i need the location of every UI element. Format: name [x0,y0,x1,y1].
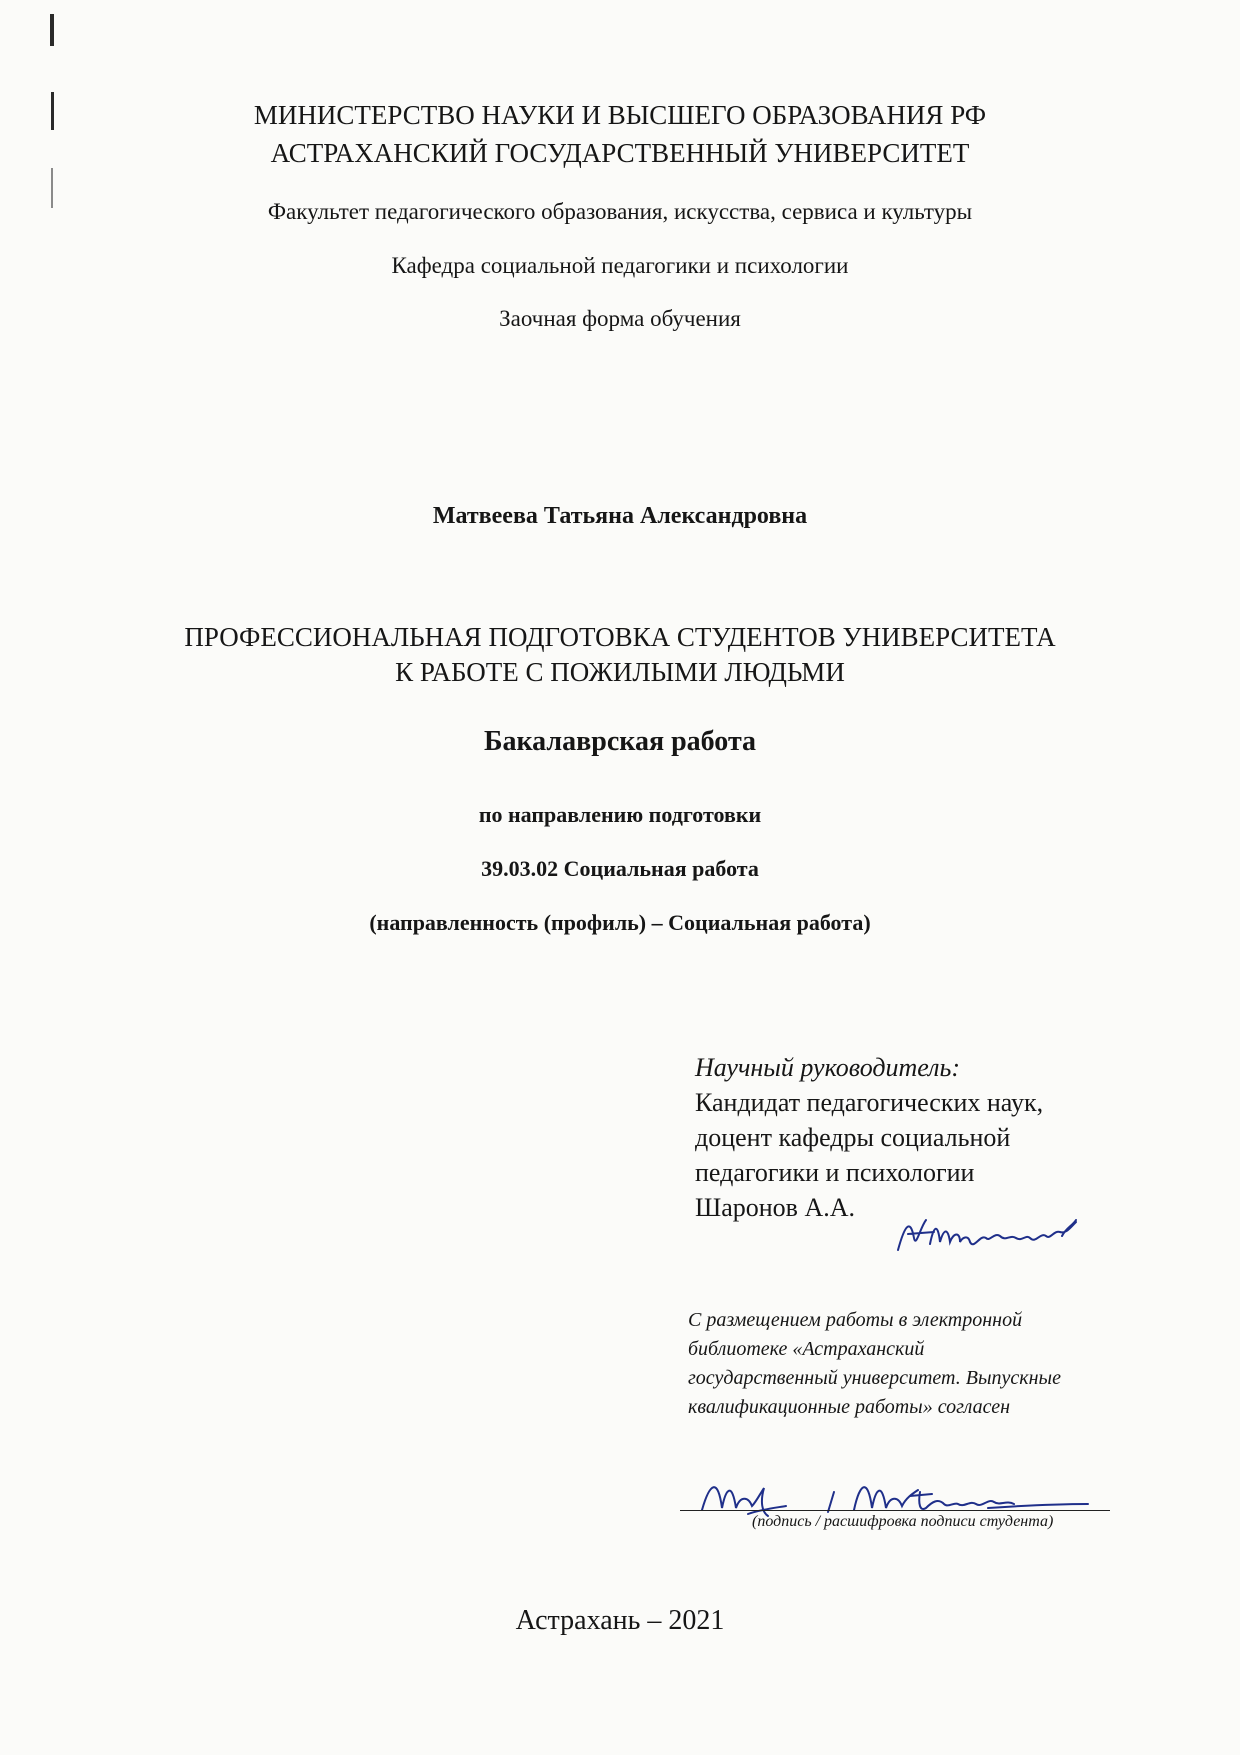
signature-caption: (подпись / расшифровка подписи студента) [752,1513,1054,1530]
consent-line3: государственный университет. Выпускные [688,1367,1061,1389]
study-form: Заочная форма обучения [499,306,741,331]
supervisor-position-line2: педагогики и психологии [695,1158,975,1187]
supervisor-name: Шаронов А.А. [695,1193,856,1222]
work-type: Бакалаврская работа [483,726,757,757]
signature-line [680,1510,1110,1511]
profile: (направленность (профиль) – Социальная работа) [369,910,871,935]
consent-block [688,1306,1061,1422]
city-year: Астрахань – 2021 [515,1605,725,1636]
student-signature-block [680,1468,1120,1538]
author-name: Матвеева Татьяна Александровна [432,503,808,529]
faculty-name: Факультет педагогического образования, искусства, сервиса и культуры [267,199,973,224]
department-name: Кафедра социальной педагогики и психологии [391,253,849,278]
supervisor-degree: Кандидат педагогических наук, [695,1088,1044,1117]
consent-line2: библиотеке «Астраханский [688,1338,925,1360]
supervisor-signature [890,1198,1100,1268]
thesis-title-line1: ПРОФЕССИОНАЛЬНАЯ ПОДГОТОВКА СТУДЕНТОВ УНИВЕРСИТЕТА [184,622,1056,652]
consent-line1: С размещением работы в электронной [688,1309,1023,1331]
direction-code: 39.03.02 Социальная работа [481,856,759,881]
university-name: АСТРАХАНСКИЙ ГОСУДАРСТВЕННЫЙ УНИВЕРСИТЕТ [270,138,970,168]
scan-mark [50,14,54,46]
consent-line4: квалификационные работы» согласен [688,1396,1011,1418]
ministry-name: МИНИСТЕРСТВО НАУКИ И ВЫСШЕГО ОБРАЗОВАНИЯ РФ [253,100,987,130]
direction-label: по направлению подготовки [478,802,762,827]
supervisor-role: Научный руководитель: [695,1053,961,1082]
thesis-title-line2: К РАБОТЕ С ПОЖИЛЫМИ ЛЮДЬМИ [395,657,845,687]
supervisor-position-line1: доцент кафедры социальной [695,1123,1011,1152]
